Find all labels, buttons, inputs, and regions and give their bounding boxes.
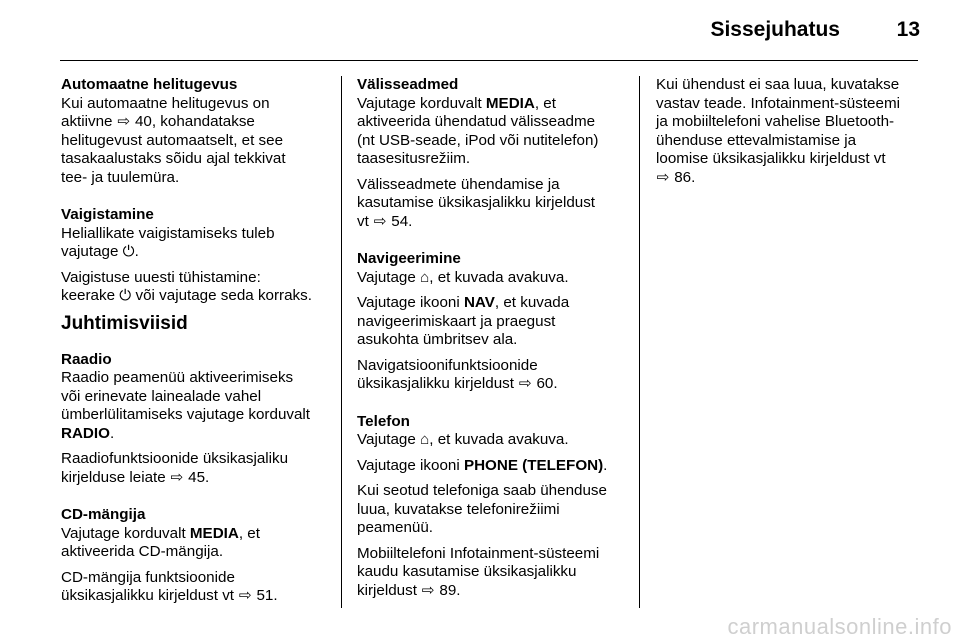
paragraph: Navigatsioonifunktsioonide üksikasjalikku kirjeldust ⇨ 60. [357,356,558,392]
watermark: carmanualsonline.info [727,614,952,639]
media-button-label: MEDIA [485,94,535,112]
heading-cd-player: CD-mängija [61,506,146,523]
arrow-icon: ⇨ [421,581,435,599]
page-link[interactable]: 45. [183,468,210,486]
heading-external-devices: Välisseadmed [357,76,459,93]
power-icon: ⏻ [122,243,135,260]
section-phone [357,413,629,601]
paragraph: Kui automaatne helitugevus on aktiivne ⇨ 40, kohandatakse helitugevust automaatselt, et see tasakaalustaks sõidu ajal tekkivat tee- ja tuulemüra. [61,94,286,186]
paragraph: Raadiofunktsioonide üksikasjaliku kirjelduse leiate ⇨ 45. [61,450,289,486]
header-divider [60,60,918,61]
heading-phone: Telefon [357,412,410,430]
paragraph: Kui seotud telefoniga saab ühenduse luua, kuvatakse telefonirežiimi peamenüü. [357,482,607,536]
radio-button-label: RADIO [61,424,110,442]
heading-mute: Vaigistamine [61,206,154,223]
arrow-icon: ⇨ [170,468,184,486]
page-link[interactable]: 89. [435,581,461,599]
paragraph: Raadio peamenüü aktiveerimiseks või erinevate lainealade vahel ümberlülitamiseks vajutage korduvalt RADIO. [61,369,311,442]
arrow-icon: ⇨ [238,587,252,604]
paragraph: Välisseadmete ühendamise ja kasutamise üksikasjalikku kirjeldust vt ⇨ 54. [357,175,596,230]
page-link[interactable]: 86. [670,168,696,186]
paragraph: Kui ühendust ei saa luua, kuvatakse vastav teade. Infotainment-süsteemi ja mobiiltelefoni vahelise Bluetooth- ühenduse ettevalmistamise ja loomise üksikasjalikku kirjeldust vt ⇨ 86. [656,76,900,186]
section-navigation [357,250,629,394]
page-link[interactable]: 40, kohandatakse [130,113,255,130]
column-3 [656,76,931,194]
section-external-devices [357,76,629,231]
arrow-icon: ⇨ [518,375,532,392]
paragraph: Vajutage ⌂, et kuvada avakuva. [357,431,569,448]
heading-auto-volume: Automaatne helitugevus [61,76,238,93]
section-cd-player [61,506,331,606]
column-1 [61,76,331,613]
paragraph: CD-mängija funktsioonide üksikasjalikku kirjeldust vt ⇨ 51. [61,568,278,604]
heading-navigation: Navigeerimine [357,250,461,267]
paragraph: Vaigistuse uuesti tühistamine: keerake ⏻ või vajutage seda korraks. [61,268,312,304]
section-radio [61,351,331,488]
page-header [0,0,960,66]
home-icon: ⌂ [420,268,430,286]
power-icon: ⏻ [119,287,132,304]
page-link[interactable]: 51. [252,587,278,604]
column-divider-2 [639,76,640,608]
paragraph: Vajutage korduvalt MEDIA, et aktiveerida ühendatud välisseadme (nt USB-seade, iPod või nutitelefon) taasesitusrežiim. [357,94,599,167]
page-link[interactable]: 54. [387,212,413,230]
paragraph: Vajutage ⌂, et kuvada avakuva. [357,268,569,286]
home-icon: ⌂ [420,431,430,448]
paragraph: Heliallikate vaigistamiseks tuleb vajutage ⏻. [61,224,275,260]
column-2 [357,76,629,607]
arrow-icon: ⇨ [373,212,387,230]
media-button-label: MEDIA [189,524,239,542]
paragraph: Vajutage ikooni NAV, et kuvada navigeerimiskaart ja praegust asukohta ümbritsev ala. [357,294,570,348]
heading-radio: Raadio [61,350,112,368]
paragraph: Mobiiltelefoni Infotainment-süsteemi kaudu kasutamise üksikasjalikku kirjeldust ⇨ 89. [357,544,600,599]
section-mute [61,206,331,306]
page-link[interactable]: 60. [532,375,558,392]
phone-button-label: PHONE (TELEFON) [463,456,604,474]
paragraph: Vajutage ikooni PHONE (TELEFON). [357,456,608,474]
page-title: Sissejuhatus [710,18,840,41]
page-number: 13 [896,18,920,41]
column-divider-1 [341,76,342,608]
nav-button-label: NAV [463,294,495,311]
paragraph: Vajutage korduvalt MEDIA, et aktiveerida CD-mängija. [61,524,260,560]
arrow-icon: ⇨ [656,168,670,186]
arrow-icon: ⇨ [117,113,131,130]
section-auto-volume [61,76,331,187]
section-title: Juhtimisviisid [61,312,188,334]
